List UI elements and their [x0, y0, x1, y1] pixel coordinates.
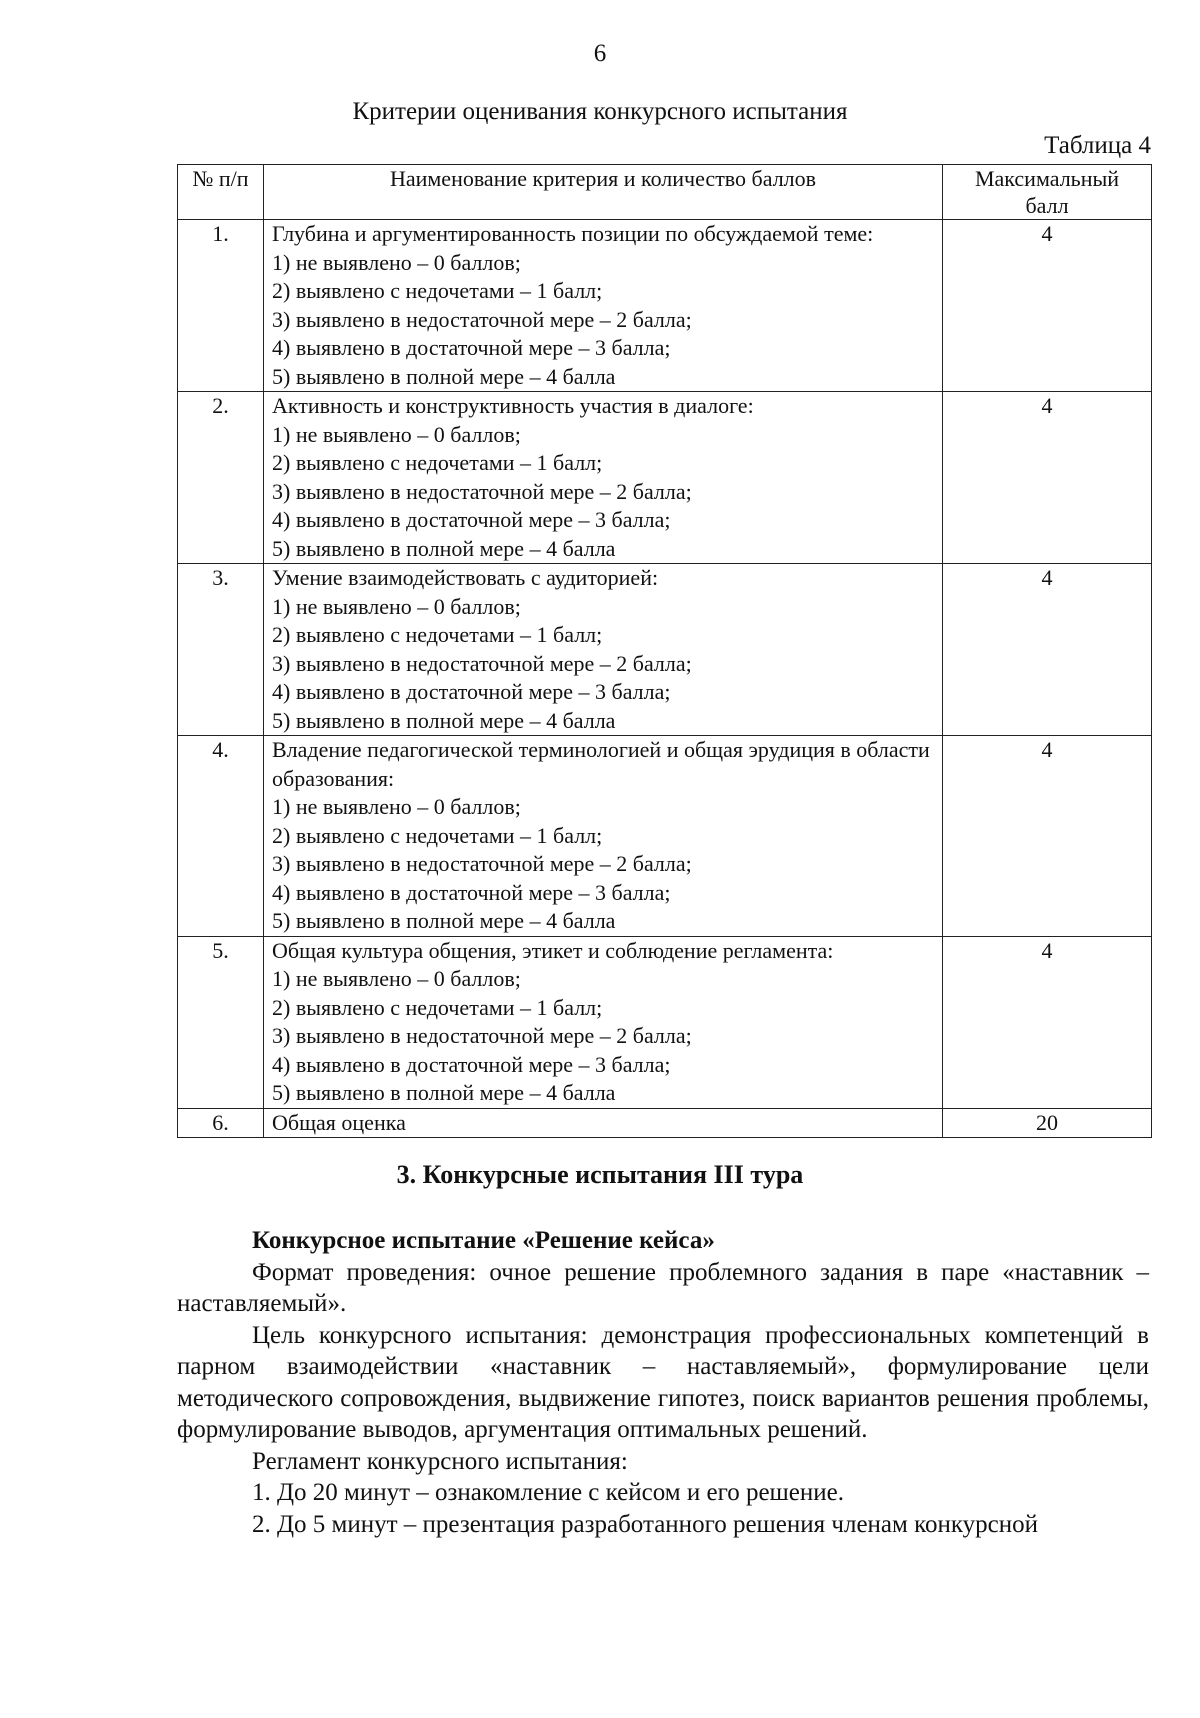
criterion-item: 4) выявлено в достаточной мере – 3 балла; [272, 507, 671, 532]
test-subheading: Конкурсное испытание «Решение кейса» [252, 1227, 715, 1254]
total-number: 6. [178, 1108, 264, 1138]
criterion-item: 3) выявлено в недостаточной мере – 2 балла; [272, 650, 692, 676]
criterion-item: 2) выявлено с недочетами – 1 балл; [272, 278, 603, 303]
table-row [178, 392, 1152, 564]
total-max-score: 20 [943, 1108, 1152, 1138]
criteria-table [177, 164, 1152, 1138]
criterion-item: 2) выявлено с недочетами – 1 балл; [272, 450, 603, 475]
section-heading: 3. Конкурсные испытания III тура [396, 1160, 804, 1189]
criterion-title: Умение взаимодействовать с аудиторией: [272, 565, 659, 590]
max-score: 4 [943, 564, 1152, 736]
criterion-item: 3) выявлено в недостаточной мере – 2 балла; [272, 306, 692, 332]
table-total-row [178, 1108, 1152, 1138]
criterion-cell [264, 220, 943, 392]
criterion-cell [264, 392, 943, 564]
criterion-item: 1) не выявлено – 0 баллов; [272, 966, 521, 991]
regulation-paragraph: Регламент конкурсного испытания: [252, 1447, 628, 1475]
body-text [177, 1225, 1149, 1540]
max-score: 4 [943, 220, 1152, 392]
header-max-score: Максимальный балл [943, 165, 1152, 220]
criterion-item: 1) не выявлено – 0 баллов; [272, 249, 521, 275]
row-number: 2. [178, 392, 264, 564]
regulation-step: 2. До 5 минут – презентация разработанного решения членам конкурсной [252, 1510, 1038, 1538]
table-header-row [178, 165, 1152, 220]
criterion-item: 5) выявлено в полной мере – 4 балла [272, 1080, 616, 1105]
criterion-title: Владение педагогической терминологией и общая эрудиция в области образования: [272, 737, 930, 791]
criterion-item: 3) выявлено в недостаточной мере – 2 балла; [272, 478, 692, 504]
criterion-item: 2) выявлено с недочетами – 1 балл; [272, 622, 603, 647]
criterion-title: Глубина и аргументированность позиции по обсуждаемой теме: [272, 221, 874, 246]
criterion-item: 5) выявлено в полной мере – 4 балла [272, 908, 616, 933]
table-caption: Таблица 4 [1044, 132, 1151, 159]
header-criterion: Наименование критерия и количество баллов [264, 165, 943, 220]
table-row [178, 564, 1152, 736]
criterion-item: 5) выявлено в полной мере – 4 балла [272, 707, 616, 733]
regulation-step: 1. До 20 минут – ознакомление с кейсом и его решение. [252, 1479, 844, 1506]
criterion-title: Активность и конструктивность участия в диалоге: [272, 393, 754, 418]
goal-paragraph: Цель конкурсного испытания: демонстрация профессиональных компетенций в парном взаимодействии «наставник – наставляемый», формулирование цели методического сопровождения, выдвижение гипотез, поиск вариантов решения проблемы, формулирование выводов, аргументация оптимальных решений. [177, 1321, 1149, 1443]
criterion-cell [264, 936, 943, 1108]
criterion-item: 4) выявлено в достаточной мере – 3 балла; [272, 679, 671, 704]
criterion-title: Общая культура общения, этикет и соблюдение регламента: [272, 937, 834, 963]
header-number: № п/п [178, 165, 264, 220]
table-row [178, 936, 1152, 1108]
max-score: 4 [943, 936, 1152, 1108]
page-number: 6 [593, 40, 607, 67]
criterion-item: 1) не выявлено – 0 баллов; [272, 593, 521, 619]
criterion-item: 2) выявлено с недочетами – 1 балл; [272, 994, 603, 1020]
max-score: 4 [943, 736, 1152, 937]
criterion-item: 3) выявлено в недостаточной мере – 2 балла; [272, 851, 692, 876]
criterion-cell [264, 736, 943, 937]
criterion-item: 4) выявлено в достаточной мере – 3 балла; [272, 879, 671, 905]
criterion-item: 2) выявлено с недочетами – 1 балл; [272, 822, 603, 848]
total-label: Общая оценка [264, 1108, 943, 1138]
criterion-item: 3) выявлено в недостаточной мере – 2 балла; [272, 1023, 692, 1048]
row-number: 5. [178, 936, 264, 1108]
row-number: 1. [178, 220, 264, 392]
criterion-item: 1) не выявлено – 0 баллов; [272, 794, 521, 819]
criterion-item: 1) не выявлено – 0 баллов; [272, 421, 521, 447]
table-row [178, 220, 1152, 392]
criterion-item: 4) выявлено в достаточной мере – 3 балла; [272, 335, 671, 360]
document-title: Критерии оценивания конкурсного испытания [352, 98, 848, 125]
row-number: 3. [178, 564, 264, 736]
criterion-item: 5) выявлено в полной мере – 4 балла [272, 363, 616, 389]
row-number: 4. [178, 736, 264, 937]
criterion-item: 4) выявлено в достаточной мере – 3 балла; [272, 1051, 671, 1077]
criterion-cell [264, 564, 943, 736]
table-row [178, 736, 1152, 937]
max-score: 4 [943, 392, 1152, 564]
format-paragraph: Формат проведения: очное решение проблемного задания в паре «наставник – наставляемый». [177, 1258, 1149, 1317]
criterion-item: 5) выявлено в полной мере – 4 балла [272, 535, 616, 561]
